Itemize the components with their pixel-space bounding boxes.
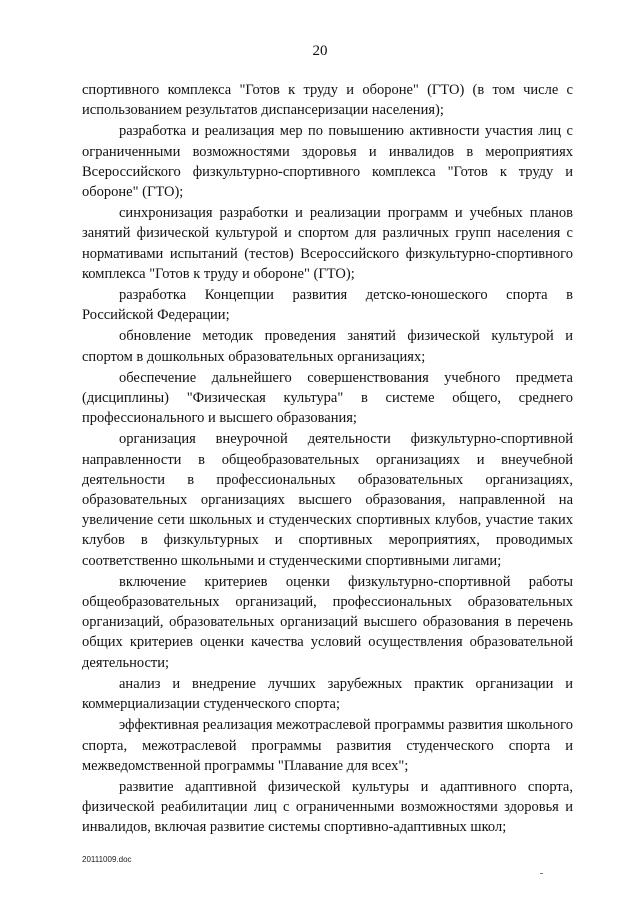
footer-file-code: 20111009.doc: [82, 855, 132, 864]
paragraph: разработка и реализация мер по повышению активности участия лиц с ограниченными возможностями здоровья и инвалидов в мероприятиях Всероссийского физкультурно-спортивного комплекса "Готов к труду и обороне" (ГТО);: [82, 123, 573, 201]
paragraph: организация внеурочной деятельности физкультурно-спортивной направленности в общеобразовательных организациях и внеучебной деятельности в профессиональных образовательных организациях, образовательных организациях высшего образования, направленной на увеличение сети школьных и студенческих спортивных клубов, участие таких клубов в физкультурных и спортивных мероприятиях, проводимых соответственно школьными и студенческими спортивными лигами;: [82, 431, 573, 569]
paragraph: разработка Концепции развития детско-юношеского спорта в Российской Федерации;: [82, 287, 573, 324]
paragraph: эффективная реализация межотраслевой программы развития школьного спорта, межотраслевой программы развития студенческого спорта и межведомственной программы "Плавание для всех";: [82, 717, 573, 774]
paragraph: спортивного комплекса "Готов к труду и обороне" (ГТО) (в том числе с использованием результатов диспансеризации населения);: [82, 82, 573, 119]
paragraph: включение критериев оценки физкультурно-спортивной работы общеобразовательных организаций, профессиональных образовательных организаций, образовательных организаций высшего образования в перечень общих критериев оценки качества условий осуществления образовательной деятельности;: [82, 573, 573, 671]
paragraph: обновление методик проведения занятий физической культурой и спортом в дошкольных образовательных организациях;: [82, 328, 573, 365]
paragraph: обеспечение дальнейшего совершенствования учебного предмета (дисциплины) "Физическая культура" в системе общего, среднего профессионального и высшего образования;: [82, 369, 573, 427]
footer-mark: [540, 873, 543, 874]
page-number: 20: [312, 43, 328, 59]
paragraph: анализ и внедрение лучших зарубежных практик организации и коммерциализации студенческого спорта;: [82, 675, 573, 713]
paragraph: синхронизация разработки и реализации программ и учебных планов занятий физической культурой и спортом для различных групп населения с нормативами испытаний (тестов) Всероссийского физкультурно-спортивного комплекса "Готов к труду и обороне" (ГТО);: [82, 205, 573, 282]
paragraph: развитие адаптивной физической культуры и адаптивного спорта, физической реабилитации лиц с ограниченными возможностями здоровья и инвалидов, включая развитие системы спортивно-адаптивных школ;: [82, 778, 573, 836]
document-body: [82, 80, 573, 839]
